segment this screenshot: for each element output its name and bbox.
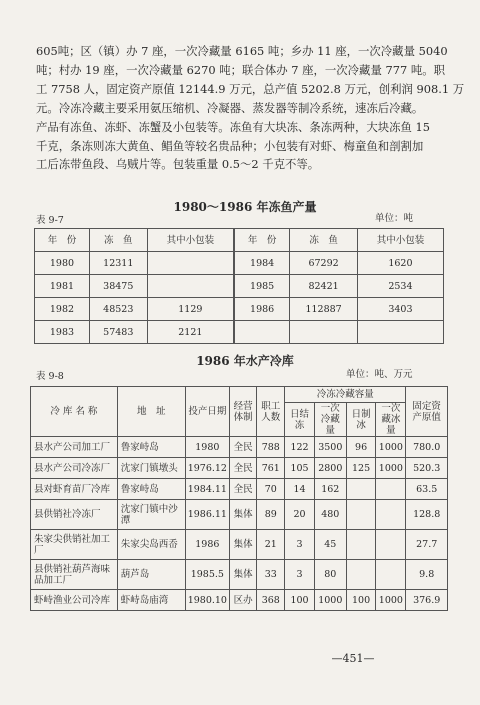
table-cell: 128.8	[406, 500, 448, 530]
table-cell: 集体	[229, 500, 256, 530]
table-cell: 区办	[229, 590, 256, 611]
table-cell: 集体	[229, 530, 256, 560]
table-cell: 县水产公司加工厂	[31, 437, 118, 458]
table-cell: 520.3	[406, 458, 448, 479]
table-cell: 鲁家峙岛	[117, 479, 185, 500]
table-cell: 67292	[290, 252, 358, 275]
table-cell: 3500	[314, 437, 346, 458]
table-cell: 朱家尖岛西岙	[117, 530, 185, 560]
table-cell: 788	[257, 437, 285, 458]
table-cell: 虾峙岛庙湾	[117, 590, 185, 611]
table-cell: 全民	[229, 458, 256, 479]
table-cell: 105	[285, 458, 315, 479]
paragraph-line: 产品有冻鱼、冻虾、冻蟹及小包装等。冻鱼有大块冻、条冻两种，大块冻鱼 15	[36, 119, 431, 134]
table-cell: 38475	[89, 275, 147, 298]
table-cell: 1000	[314, 590, 346, 611]
table-row	[31, 458, 448, 479]
table-cell: 1000	[376, 437, 406, 458]
paragraph-line: 605吨；区（镇）办 7 座，一次冷藏量 6165 吨；乡办 11 座，一次冷藏量 5040	[36, 44, 448, 58]
table-97-title: 1980～1986 年冻鱼产量	[173, 200, 317, 214]
table-cell: 100	[285, 590, 315, 611]
table-cell: 57483	[89, 321, 147, 344]
table-cell: 2121	[147, 321, 234, 344]
table-cell	[376, 560, 406, 590]
table-cell: 70	[257, 479, 285, 500]
table-cell: 县水产公司冷冻厂	[31, 458, 118, 479]
table-cell: 1981	[35, 275, 90, 298]
table-cell: 1976.12	[185, 458, 229, 479]
table-98-unit: 单位：吨、万元	[346, 369, 413, 380]
table-row	[31, 560, 448, 590]
col-header: 固定资产原值	[406, 387, 448, 437]
table-cell: 96	[346, 437, 376, 458]
table-cell: 112887	[290, 298, 358, 321]
table-cell: 80	[314, 560, 346, 590]
paragraph-line: 吨；村办 19 座，一次冷藏量 6270 吨；联合体办 7 座，一次冷藏量 777 吨。职	[36, 62, 445, 77]
col-header: 地 址	[117, 387, 185, 437]
table-cell	[346, 530, 376, 560]
table-header-row	[31, 387, 448, 403]
table-header-row	[35, 229, 444, 252]
table-cell: 20	[285, 500, 315, 530]
table-cell	[147, 275, 234, 298]
paragraph-line: 元。冷冻冷藏主要采用氨压缩机、冷凝器、蒸发器等制冷系统，速冻后冷藏。	[36, 100, 424, 115]
cold-storage-table	[30, 386, 448, 611]
table-cell: 9.8	[406, 560, 448, 590]
col-header: 日制冰	[346, 403, 376, 437]
table-cell: 162	[314, 479, 346, 500]
table-cell: 1986.11	[185, 500, 229, 530]
col-header: 冷 库 名 称	[31, 387, 118, 437]
table-cell: 县供销社葫芦海味品加工厂	[31, 560, 118, 590]
table-cell	[147, 252, 234, 275]
table-cell: 鲁家峙岛	[117, 437, 185, 458]
table-row	[31, 479, 448, 500]
table-cell: 1982	[35, 298, 90, 321]
col-header: 一次冷藏量	[314, 403, 346, 437]
table-97-label: 表 9-7	[36, 215, 64, 226]
table-cell: 2534	[357, 275, 443, 298]
paragraph-line: 工后冻带鱼段、乌贼片等。包装重量 0.5～2 千克不等。	[36, 157, 320, 172]
table-cell	[346, 560, 376, 590]
paragraph-line: 工 7758 人，固定资产原值 12144.9 万元，总产值 5202.8 万元，创利润 908.1 万	[36, 81, 465, 96]
col-header: 冷冻冷藏容量	[285, 387, 406, 403]
table-cell: 122	[285, 437, 315, 458]
table-cell: 1986	[185, 530, 229, 560]
table-cell: 48523	[89, 298, 147, 321]
table-cell: 1980.10	[185, 590, 229, 611]
table-cell: 376.9	[406, 590, 448, 611]
table-cell: 1985.5	[185, 560, 229, 590]
table-row	[35, 298, 444, 321]
table-cell: 14	[285, 479, 315, 500]
table-cell: 1980	[35, 252, 90, 275]
table-cell: 761	[257, 458, 285, 479]
table-cell: 3403	[357, 298, 443, 321]
page-number: —451—	[331, 652, 375, 665]
table-cell	[346, 479, 376, 500]
table-cell: 1000	[376, 590, 406, 611]
col-header: 职工人数	[257, 387, 285, 437]
table-cell: 全民	[229, 479, 256, 500]
table-cell	[376, 479, 406, 500]
table-cell: 27.7	[406, 530, 448, 560]
table-cell: 1129	[147, 298, 234, 321]
table-97-unit: 单位：吨	[375, 213, 414, 224]
fish-production-table	[34, 228, 444, 344]
table-cell: 沈家门镇中沙潭	[117, 500, 185, 530]
table-row	[35, 252, 444, 275]
table-cell: 县对虾育苗厂冷库	[31, 479, 118, 500]
table-cell: 集体	[229, 560, 256, 590]
table-cell: 33	[257, 560, 285, 590]
table-cell: 葫芦岛	[117, 560, 185, 590]
table-cell	[376, 530, 406, 560]
table-cell: 1620	[357, 252, 443, 275]
page-number-row	[0, 652, 480, 665]
table-cell: 1984.11	[185, 479, 229, 500]
table-cell	[346, 500, 376, 530]
table-cell: 125	[346, 458, 376, 479]
table-cell: 虾峙渔业公司冷库	[31, 590, 118, 611]
col-header: 年 份	[35, 229, 90, 252]
table-cell	[376, 500, 406, 530]
table-cell: 12311	[89, 252, 147, 275]
table-cell: 全民	[229, 437, 256, 458]
table-cell: 480	[314, 500, 346, 530]
table-cell: 县供销社冷冻厂	[31, 500, 118, 530]
table-98-title: 1986 年水产冷库	[196, 354, 294, 368]
table-cell: 21	[257, 530, 285, 560]
col-header: 日结冻	[285, 403, 315, 437]
table-cell: 1980	[185, 437, 229, 458]
table-cell: 1984	[234, 252, 290, 275]
col-header: 冻 鱼	[89, 229, 147, 252]
col-header: 经营体制	[229, 387, 256, 437]
col-header: 其中小包装	[357, 229, 443, 252]
table-cell	[357, 321, 443, 344]
table-cell: 1983	[35, 321, 90, 344]
table-cell: 1985	[234, 275, 290, 298]
table-cell: 2800	[314, 458, 346, 479]
col-header: 冻 鱼	[290, 229, 358, 252]
table-cell: 89	[257, 500, 285, 530]
table-cell: 45	[314, 530, 346, 560]
table-cell	[234, 321, 290, 344]
table-cell: 82421	[290, 275, 358, 298]
table-cell: 朱家尖供销社加工厂	[31, 530, 118, 560]
table-cell: 3	[285, 560, 315, 590]
table-row	[31, 590, 448, 611]
table-cell: 1986	[234, 298, 290, 321]
table-row	[35, 321, 444, 344]
body-paragraph	[36, 42, 465, 174]
col-header: 年 份	[234, 229, 290, 252]
table-row	[35, 275, 444, 298]
table-cell: 780.0	[406, 437, 448, 458]
table-cell: 63.5	[406, 479, 448, 500]
table-row	[31, 500, 448, 530]
col-header: 一次藏冰量	[376, 403, 406, 437]
table-cell	[290, 321, 358, 344]
table-row	[31, 437, 448, 458]
table-cell: 沈家门镇墩头	[117, 458, 185, 479]
table-cell: 100	[346, 590, 376, 611]
table-cell: 3	[285, 530, 315, 560]
paragraph-line: 千克，条冻则冻大黄鱼、鲳鱼等较名贵品种；小包装有对虾、梅童鱼和剖割加	[36, 138, 424, 153]
table-cell: 1000	[376, 458, 406, 479]
col-header: 投产日期	[185, 387, 229, 437]
table-row	[31, 530, 448, 560]
col-header: 其中小包装	[147, 229, 234, 252]
table-98-label: 表 9-8	[36, 371, 64, 382]
table-cell: 368	[257, 590, 285, 611]
